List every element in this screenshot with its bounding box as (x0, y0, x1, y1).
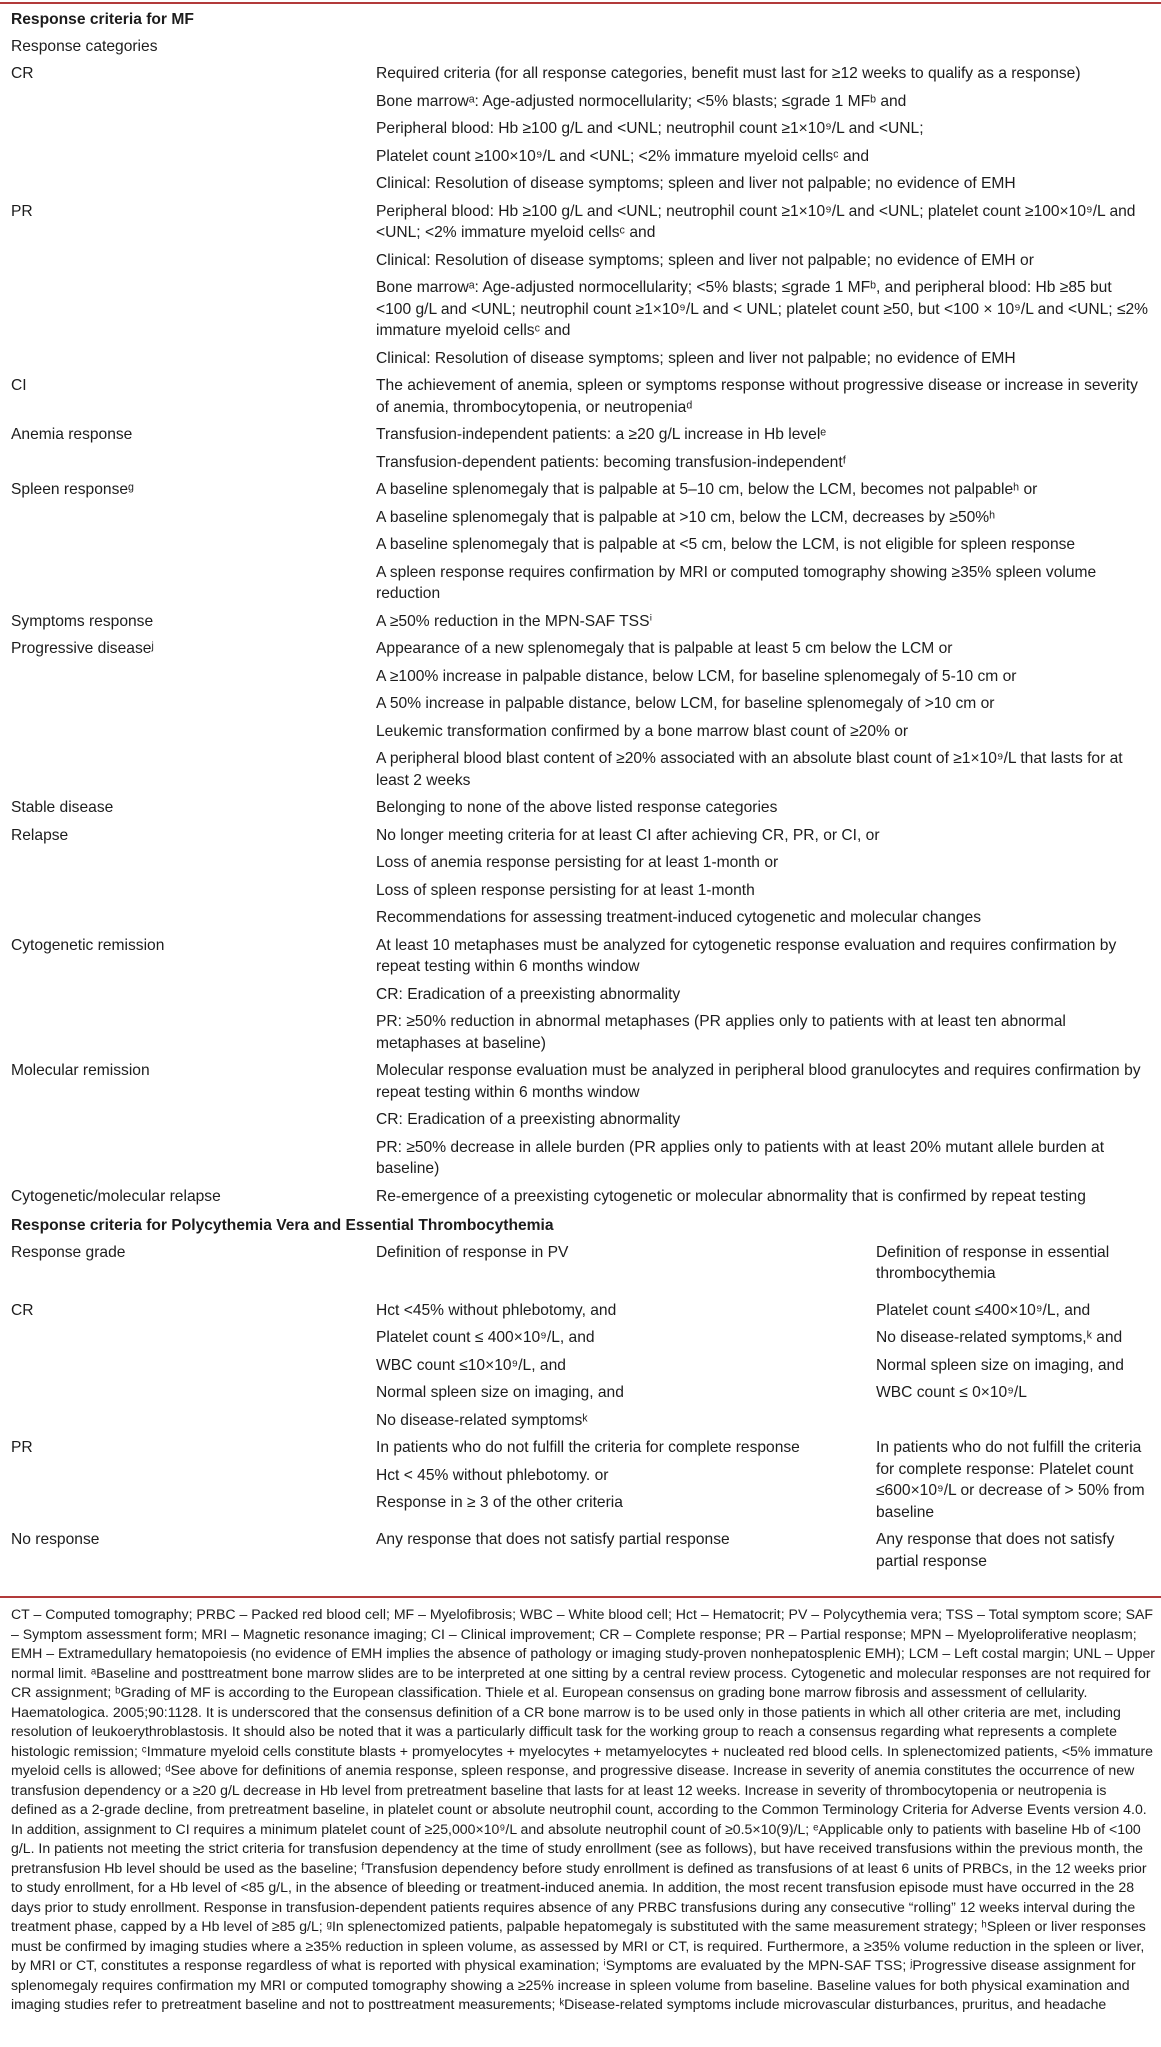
et-line: In patients who do not fulfill the criteria for complete response: Platelet count ≤600×10⁹/L or decrease of > 50% from baseline (876, 1439, 1145, 1521)
mf-row-label: Cytogenetic/molecular relapse (11, 1187, 221, 1205)
criteria-line: Transfusion-independent patients: a ≥20 g/L increase in Hb levelᵉ (376, 426, 827, 443)
criteria-line: Clinical: Resolution of disease symptoms; spleen and liver not palpable; no evidence of EMH (376, 175, 1016, 192)
pv-header-et: Definition of response in essential thrombocythemia (876, 1243, 1110, 1282)
pv-line: Normal spleen size on imaging, and (376, 1384, 624, 1401)
pv-row (11, 1526, 1151, 1575)
pv-rows (11, 1288, 1151, 1576)
criteria-line: A spleen response requires confirmation by MRI or computed tomography showing ≥35% spleen volume reduction (376, 563, 1097, 602)
mf-row-criteria (376, 476, 1151, 608)
mf-row (11, 1057, 1151, 1183)
et-line: Any response that does not satisfy partial response (876, 1531, 1115, 1570)
pv-header-pv: Definition of response in PV (376, 1243, 569, 1261)
mf-row (11, 635, 1151, 794)
criteria-line: Belonging to none of the above listed response categories (376, 799, 778, 816)
mf-row-label: CR (11, 65, 34, 82)
criteria-line: A ≥100% increase in palpable distance, below LCM, for baseline splenomegaly of 5-10 cm or (376, 667, 1017, 685)
et-line: No disease-related symptoms,ᵏ and (876, 1329, 1123, 1346)
criteria-line: Clinical: Resolution of disease symptoms; spleen and liver not palpable; no evidence of EMH or (376, 251, 1034, 269)
criteria-line: The achievement of anemia, spleen or symptoms response without progressive disease or increase in severity of anemia, thrombocytopenia, or neutropeniaᵈ (376, 377, 1138, 416)
mf-row-criteria (376, 635, 1151, 794)
et-line: Platelet count ≤400×10⁹/L, and (876, 1301, 1091, 1319)
et-row-definition (872, 1288, 1151, 1407)
mf-row (11, 198, 1151, 373)
mf-row-label: Cytogenetic remission (11, 936, 165, 954)
mf-row-label: Stable disease (11, 799, 114, 816)
pv-row-label: PR (11, 1439, 33, 1456)
criteria-line: A baseline splenomegaly that is palpable at <5 cm, below the LCM, is not eligible for spleen response (376, 536, 1076, 553)
mf-row (11, 822, 1151, 932)
pv-line: Platelet count ≤ 400×10⁹/L, and (376, 1329, 595, 1346)
mf-row-label: PR (11, 202, 33, 220)
criteria-line: Peripheral blood: Hb ≥100 g/L and <UNL; neutrophil count ≥1×10⁹/L and <UNL; platelet count ≥100×10⁹/L and <UNL; <2% immature myeloid cellsᶜ and (376, 202, 1136, 241)
pv-line: Response in ≥ 3 of the other criteria (376, 1494, 623, 1511)
mf-row-label: Anemia response (11, 426, 133, 443)
criteria-line: A 50% increase in palpable distance, below LCM, for baseline splenomegaly of >10 cm or (376, 695, 995, 712)
criteria-line: A peripheral blood blast content of ≥20% associated with an absolute blast count of ≥1×10⁹/L that lasts for at least 2 weeks (376, 750, 1123, 789)
criteria-line: Appearance of a new splenomegaly that is palpable at least 5 cm below the LCM or (376, 640, 953, 657)
pv-line: WBC count ≤10×10⁹/L, and (376, 1356, 566, 1374)
et-row-definition (872, 1434, 1151, 1526)
criteria-line: Loss of anemia response persisting for at least 1-month or (376, 854, 779, 871)
criteria-line: A baseline splenomegaly that is palpable at >10 cm, below the LCM, decreases by ≥50%ʰ (376, 508, 996, 526)
criteria-line: A baseline splenomegaly that is palpable at 5–10 cm, below the LCM, becomes not palpableʰ or (376, 481, 1038, 498)
et-row-definition (872, 1526, 1151, 1575)
criteria-line: Platelet count ≥100×10⁹/L and <UNL; <2% immature myeloid cellsᶜ and (376, 147, 870, 165)
mf-row-criteria (376, 421, 1151, 476)
pv-row-label: CR (11, 1301, 34, 1319)
pv-line: Any response that does not satisfy partial response (376, 1531, 730, 1548)
pv-line: Hct <45% without phlebotomy, and (376, 1301, 617, 1319)
criteria-line: Transfusion-dependent patients: becoming transfusion-independentᶠ (376, 453, 847, 471)
pv-section-title: Response criteria for Polycythemia Vera and Essential Thrombocythemia (11, 1217, 554, 1234)
mf-row-criteria (376, 198, 1151, 373)
mf-row-criteria (376, 794, 1151, 822)
criteria-line: PR: ≥50% reduction in abnormal metaphases (PR applies only to patients with at least ten abnormal metaphases at baseline) (376, 1013, 1066, 1052)
criteria-line: Required criteria (for all response categories, benefit must last for ≥12 weeks to qualify as a response) (376, 65, 1081, 82)
criteria-line: At least 10 metaphases must be analyzed for cytogenetic response evaluation and requires confirmation by repeat testing within 6 months window (376, 936, 1117, 975)
mf-row-label: Symptoms response (11, 612, 154, 630)
criteria-line: Molecular response evaluation must be analyzed in peripheral blood granulocytes and requires confirmation by repeat testing within 6 months window (376, 1062, 1141, 1101)
pv-row (11, 1434, 1151, 1526)
mf-row (11, 60, 1151, 198)
mf-row-label: Relapse (11, 826, 69, 844)
pv-row-label: No response (11, 1531, 100, 1548)
criteria-line: Clinical: Resolution of disease symptoms; spleen and liver not palpable; no evidence of EMH (376, 349, 1016, 367)
criteria-line: Bone marrowᵃ: Age-adjusted normocellularity; <5% blasts; ≤grade 1 MFᵇ and (376, 92, 907, 110)
mf-subtitle: Response categories (11, 37, 158, 55)
mf-row (11, 372, 1151, 421)
mf-row-label: Progressive diseaseʲ (11, 640, 154, 657)
footnote-text: CT – Computed tomography; PRBC – Packed red blood cell; MF – Myelofibrosis; WBC – White blood cell; Hct – Hematocrit; PV – Polycythemia vera; TSS – Total symptom score; SAF – Symptom assessment form; MRI – Magnetic resonance imaging; CI – Clinical improvement; CR – Complete response; PR – Partial response; MPN – Myeloproliferative neoplasm; EMH – Extramedullary hematopoiesis (no evidence of EMH implies the absence of pathology or imaging study-proven nonhepatosplenic EMH); LCM – Left costal margin; UNL – Upper normal limit. ᵃBaseline and posttreatment bone marrow slides are to be interpreted at one sitting by a central review process. Cytogenetic and molecular responses are not required for CR assignment; ᵇGrading of MF is according to the European classification. Thiele et al. European consensus on grading bone marrow fibrosis and assessment of cellularity. Haematologica. 2005;90:1128. It is underscored that the consensus definition of a CR bone marrow is to be used only in those patients in which all other criteria are met, including resolution of leukoerythroblastosis. It should also be noted that it was a particularly difficult task for the working group to reach a consensus regarding what represents a complete histologic remission; ᶜImmature myeloid cells constitute blasts + promyelocytes + myelocytes + metamyelocytes + nucleated red blood cells. In splenectomized patients, <5% immature myeloid cells is allowed; ᵈSee above for definitions of anemia response, spleen response, and progressive disease. Increase in severity of anemia constitutes the occurrence of new transfusion dependency or a ≥20 g/L decrease in Hb level from pretreatment baseline that lasts for at least 12 weeks. Increase in severity of thrombocytopenia or neutropenia is defined as a 2-grade decline, from pretreatment baseline, in platelet count or absolute neutrophil count, according to the Common Terminology Criteria for Adverse Events version 4.0. In addition, assignment to CI requires a minimum platelet count of ≥25,000×10⁹/L and absolute neutrophil count of ≥0.5×10(9)/L; ᵉApplicable only to patients with baseline Hb of <100 g/L. In patients not meeting the strict criteria for transfusion dependency at the time of study enrollment (see as follows), but have received transfusions within the previous month, the pretransfusion Hb level should be used as the baseline; ᶠTransfusion dependency before study enrollment is defined as transfusions of at least 6 units of PRBCs, in the 12 weeks prior to study enrollment, for a Hb level of <85 g/L, in the absence of bleeding or treatment-induced anemia. In addition, the most recent transfusion episode must have occurred in the 28 days prior to study enrollment. Response in transfusion-dependent patients requires absence of any PRBC transfusions during any consecutive “rolling” 12 weeks interval during the treatment phase, capped by a Hb level of ≥85 g/L; ᵍIn splenectomized patients, palpable hepatomegaly is substituted with the same measurement strategy; ʰSpleen or liver responses must be confirmed by imaging studies where a ≥35% reduction in spleen volume, as assessed by MRI or CT, is required. Furthermore, a ≥35% volume reduction in the spleen or liver, by MRI or CT, constitutes a response regardless of what is reported with physical examination; ⁱSymptoms are evaluated by the MPN-SAF TSS; ʲProgressive disease assignment for splenomegaly requires confirmation my MRI or computed tomography showing a ≥25% increase in spleen volume from baseline. Baseline values for both physical examination and imaging studies refer to pretreatment baseline and not to posttreatment measurements; ᵏDisease-related symptoms include microvascular disturbances, pruritus, and headache (11, 1606, 1155, 2012)
criteria-line: Leukemic transformation confirmed by a bone marrow blast count of ≥20% or (376, 722, 909, 740)
mf-rows (11, 60, 1151, 1210)
pv-line: In patients who do not fulfill the criteria for complete response (376, 1439, 800, 1456)
pv-line: Hct < 45% without phlebotomy. or (376, 1466, 609, 1484)
criteria-line: PR: ≥50% decrease in allele burden (PR applies only to patients with at least 20% mutant allele burden at baseline) (376, 1138, 1105, 1177)
criteria-line: Peripheral blood: Hb ≥100 g/L and <UNL; neutrophil count ≥1×10⁹/L and <UNL; (376, 120, 924, 137)
footnote-rule (0, 1596, 1161, 1598)
criteria-line: Recommendations for assessing treatment-induced cytogenetic and molecular changes (376, 909, 982, 926)
criteria-line: CR: Eradication of a preexisting abnormality (376, 985, 681, 1003)
criteria-line: Re-emergence of a preexisting cytogenetic or molecular abnormality that is confirmed by repeat testing (376, 1187, 1086, 1205)
criteria-line: Loss of spleen response persisting for at least 1-month (376, 881, 755, 899)
criteria-line: Bone marrowᵃ: Age-adjusted normocellularity; <5% blasts; ≤grade 1 MFᵇ, and peripheral blood: Hb ≥85 but <100 g/L and <UNL; neutrophil count ≥1×10⁹/L and < UNL; platelet count ≥50, but <100 × 10⁹/L and <UNL; ≤2% immature myeloid cellsᶜ and (376, 279, 1149, 339)
criteria-line: CR: Eradication of a preexisting abnormality (376, 1111, 681, 1128)
top-rule (0, 2, 1161, 4)
response-criteria-table (11, 6, 1151, 1575)
et-line: WBC count ≤ 0×10⁹/L (876, 1384, 1027, 1401)
pv-header-row (11, 1239, 1151, 1288)
mf-row (11, 1183, 1151, 1211)
mf-section-title: Response criteria for MF (11, 11, 194, 28)
mf-row-criteria (376, 822, 1151, 932)
criteria-line: No longer meeting criteria for at least CI after achieving CR, PR, or CI, or (376, 826, 880, 844)
et-line: Normal spleen size on imaging, and (876, 1356, 1124, 1374)
mf-row-criteria (376, 1183, 1151, 1211)
mf-row-criteria (376, 372, 1151, 421)
mf-row-label: Molecular remission (11, 1062, 150, 1079)
pv-row-definition (376, 1288, 872, 1435)
mf-row-criteria (376, 932, 1151, 1058)
mf-row-label: CI (11, 377, 27, 394)
criteria-line: A ≥50% reduction in the MPN-SAF TSSⁱ (376, 612, 653, 630)
mf-row (11, 794, 1151, 822)
mf-row (11, 932, 1151, 1058)
mf-row (11, 421, 1151, 476)
footnote (11, 1605, 1156, 2015)
pv-row-definition (376, 1434, 872, 1517)
pv-line: No disease-related symptomsᵏ (376, 1411, 588, 1429)
mf-row-criteria (376, 60, 1151, 198)
pv-header-grade: Response grade (11, 1243, 126, 1261)
pv-row-definition (376, 1526, 872, 1554)
pv-row (11, 1288, 1151, 1435)
mf-row-criteria (376, 608, 1151, 636)
mf-row-criteria (376, 1057, 1151, 1183)
mf-row (11, 476, 1151, 608)
mf-row (11, 608, 1151, 636)
mf-row-label: Spleen responseᵍ (11, 481, 134, 498)
